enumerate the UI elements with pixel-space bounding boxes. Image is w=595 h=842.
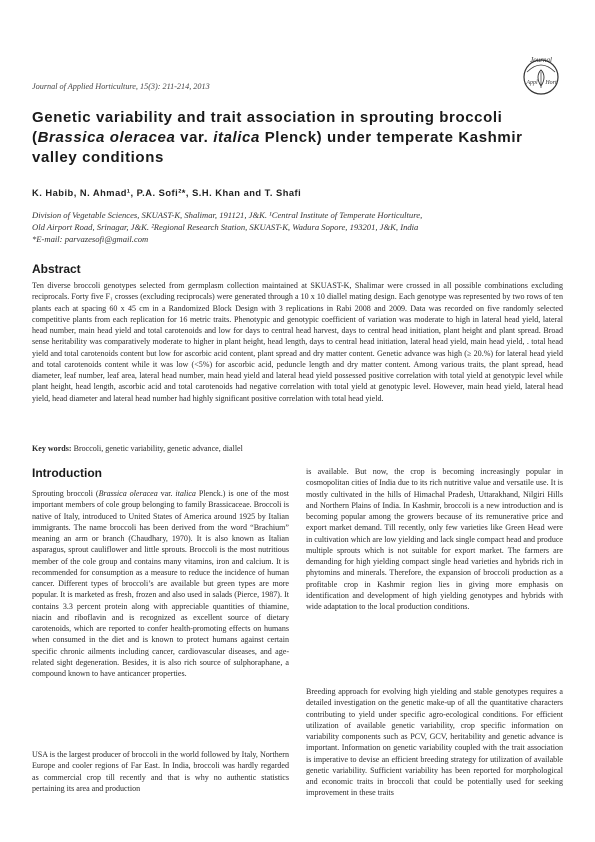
journal-logo-icon bbox=[518, 52, 564, 98]
affiliation-line-1: Division of Vegetable Sciences, SKUAST-K, Shalimar, 191121, J&K. ¹Central Institute of Temperate Horticulture, bbox=[32, 210, 423, 220]
title-part-2: var. bbox=[175, 129, 214, 146]
intro-p1-start: Sprouting broccoli ( bbox=[32, 489, 99, 498]
intro-left-paragraph-1 bbox=[32, 488, 289, 679]
intro-p1-species: Brassica oleracea bbox=[98, 489, 158, 498]
title-part-1: Genetic variability and trait association in sprouting broccoli ( bbox=[32, 109, 503, 146]
affiliations bbox=[32, 209, 562, 245]
logo-text-right: Hort bbox=[545, 80, 557, 86]
logo-text-left: Appl bbox=[526, 80, 538, 86]
title-part-3: Plenck) under temperate Kashmir valley conditions bbox=[32, 129, 523, 166]
intro-right-paragraph-1: is available. But now, the crop is becoming increasingly popular in cosmopolitan cities of India due to its rich nutritive value and versatile use. It is mostly cultivated in the hills of Himachal Pradesh, Uttarakhand, Nilgiri Hills and Northern Plains of India. In Kashmir, broccoli is a new introduction and is becoming popular among the growers because of its remunerative price and export market demand. Till recently, only few varieties like Green Head were in cultivation which are low yielding and lack single compact head and produce multiple sprouts which is not suitable for export market. The farmers are demanding for high yielding compact single head varieties and hybrids rich in phytomins and minerals. Therefore, the expansion of broccoli production as a profitable crop in Kashmir region lies in giving more emphasis on identification and development of high yielding genotypes and hybrids with wide adaptation to the local production conditions. bbox=[306, 467, 563, 611]
journal-citation: Journal of Applied Horticulture, 15(3): 211-214, 2013 bbox=[32, 82, 210, 91]
keywords-text: Broccoli, genetic variability, genetic advance, diallel bbox=[71, 444, 243, 453]
article-title bbox=[32, 108, 562, 168]
intro-p1-var: var. bbox=[157, 489, 176, 498]
title-variety: italica bbox=[213, 129, 260, 146]
intro-p1-variety: italica bbox=[175, 489, 196, 498]
abstract-heading: Abstract bbox=[32, 262, 81, 276]
affiliation-line-2: Old Airport Road, Srinagar, J&K. ²Regional Research Station, SKUAST-K, Wadura Sopore, 193201, J&K, India bbox=[32, 222, 419, 232]
author-list: K. Habib, N. Ahmad¹, P.A. Sofi²*, S.H. Khan and T. Shafi bbox=[32, 188, 302, 198]
corresponding-email: *E-mail: parvazesofi@gmail.com bbox=[32, 234, 149, 244]
logo-text-top: Journal bbox=[530, 56, 552, 64]
keywords bbox=[32, 443, 563, 454]
abstract-text: Ten diverse broccoli genotypes selected from germplasm collection maintained at SKUAST-K, Shalimar were crossed in all possible combinations excluding reciprocals. Forty five F₁ crosses (excluding reciprocals) were generated through a 10 x 10 diallel mating design. Each genotype was represented by two rows of ten plants each at spacing 60 x 45 cm in a Randomized Block Design with 3 replications in Rabi 2008 and 2009. Data was recorded on five randomly selected competitive plants from each replication for 16 metric traits. Phenotypic and genotypic coefficient of variation was moderate to high in lateral head yield, lateral head number, main head yield and total carotenoids and low for days to central head harvest, days to central head initiation, plant height and plant spread. Broad sense heritability was comparatively moderate to higher in plant height, head length, days to central head initiation, lateral head yield, main head yield, . total head yield and total carotenoids content but low for ascorbic acid content, plant spread and dry matter content. Genetic advance was high (≥ 20.%) for lateral head yield and total carotenoids content while it was low (<5%) for ascorbic acid, peduncle length and dry matter content. Among various traits, the plant spread, head diameter, leaf number, leaf area, lateral head number, main head yield and lateral head yield possessed positive correlation with total yield at genotypic level while plant height, head length, ascorbic acid and total carotenoids had negative correlation with total yield at genotypic level. However, main head yield, lateral head yield, head diameter and lateral head number had highly significant positive correlation with total head yield. bbox=[32, 281, 563, 403]
introduction-heading: Introduction bbox=[32, 466, 102, 480]
title-species: Brassica oleracea bbox=[37, 129, 176, 146]
intro-p1-rest: Plenck.) is one of the most important members of cole group belonging to family Brassicaceae. Broccoli is native of Italy, introduced to United States of America around 1925 by Italian immigrants. The name broccoli has been derived from the word “Brachium” meaning an arm or branch (Chaudhary, 1970). It is also known as Italian asparagus, sprout cauliflower and little sprouts. Broccoli is the most nutritious member of the cole group and contains many vitamins, iron and calcium. It is recommended for consumption as a measure to reduce the incidence of human cancer. Different types of broccoli’s are available but green types are more popular. It is marketed as fresh, frozen and also used in salads (Pierce, 1987). It contains 3.3 percent protein along with appreciable quantities of thiamine, niacin and riboflavin and is recognized as excellent source of dietary carotenoids, which are reported to confer health-promoting effects on humans when consumed in the diet and is known to protect humans against certain specific chronic ailments including cancer, cardiovascular diseases, and age-related sight degeneration. Besides, it is also rich source of sulphoraphane, a compound known to have anticancer properties. bbox=[32, 489, 289, 678]
keywords-label: Key words: bbox=[32, 444, 72, 453]
intro-left-paragraph-2: USA is the largest producer of broccoli in the world followed by Italy, Northern Europe and cooler regions of Far East. In India, broccoli was hardly regarded as commercial crop till recently and that is why no authentic statistics pertaining its area and production bbox=[32, 750, 289, 793]
intro-right-paragraph-2: Breeding approach for evolving high yielding and stable genotypes requires a detailed investigation on the genetic make-up of all the quantitative characters contributing to yield under specific agro-ecological conditions. For efficient utilization of available genetic variability, crop specific information on variability components such as PCV, GCV, heritability and genetic advance is important. Information on genetic variability coupled with the trait association is imperative to devise an efficient breeding strategy for utilization of available genetic variability. Sufficient variability has been reported for morphological and economic traits in broccoli that could be potentially used for seeking improvement in these traits bbox=[306, 687, 563, 798]
